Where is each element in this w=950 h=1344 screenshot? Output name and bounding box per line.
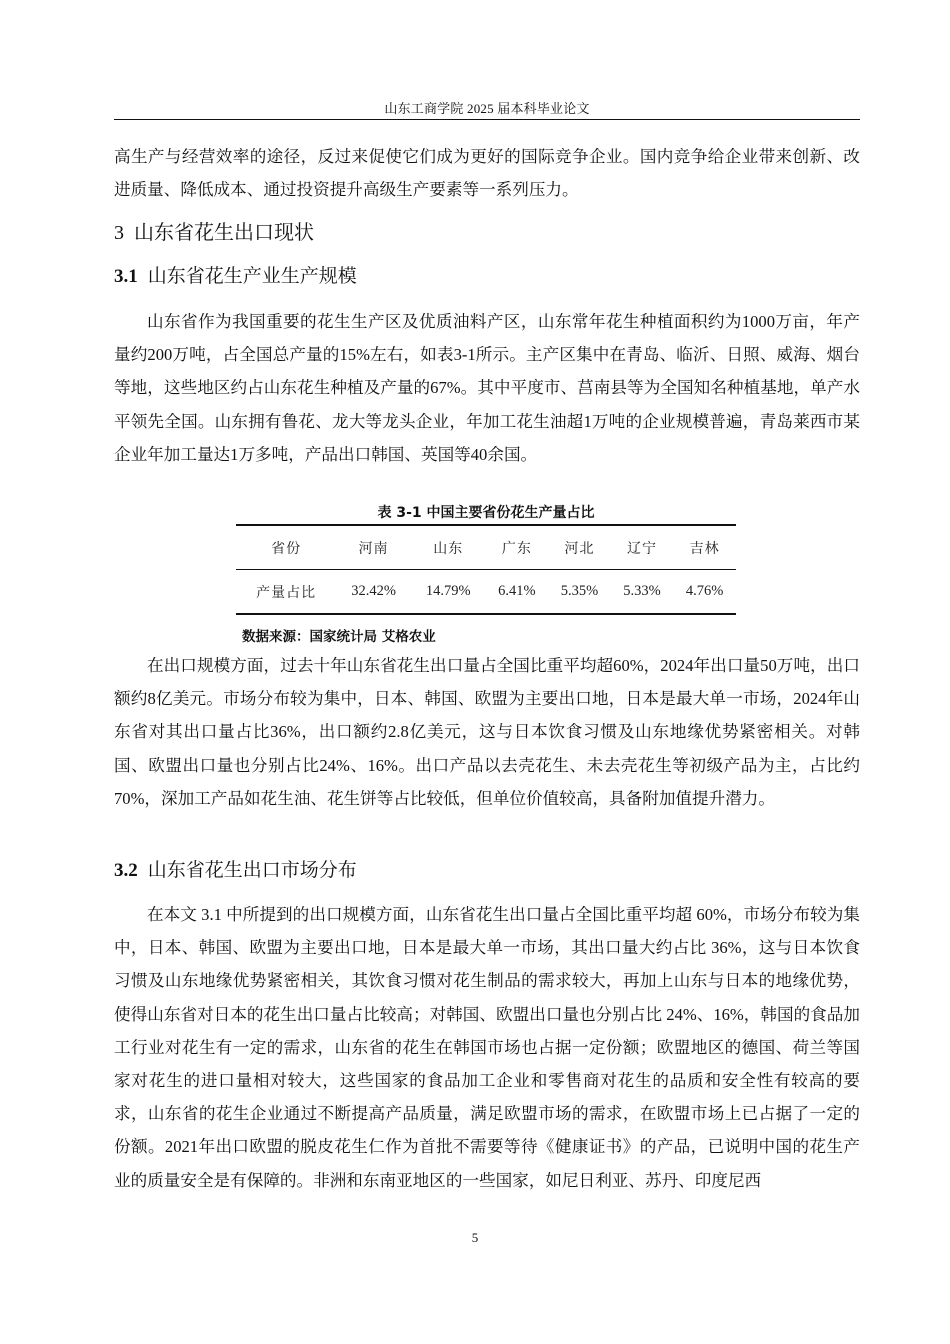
table-cell: 5.35% xyxy=(548,570,611,615)
table-cell: 5.33% xyxy=(611,570,674,615)
table-cell: 4.76% xyxy=(673,570,736,615)
table-source-note: 数据来源：国家统计局 艾格农业 xyxy=(242,629,436,645)
table-header-cell: 河南 xyxy=(336,525,411,570)
table-header-cell: 省份 xyxy=(236,525,336,570)
table-header-cell: 山东 xyxy=(411,525,486,570)
table-header-cell: 吉林 xyxy=(673,525,736,570)
heading-number: 3 xyxy=(114,222,124,244)
heading-section-3 xyxy=(114,216,314,245)
paragraph-continued: 高生产与经营效率的途径，反过来促使它们成为更好的国际竞争企业。国内竞争给企业带来创新、改进质量、降低成本、通过投资提升高级生产要素等一系列压力。 xyxy=(114,147,860,200)
heading-title: 山东省花生产业生产规模 xyxy=(147,265,357,287)
heading-section-3-1 xyxy=(114,261,357,288)
page-number: 5 xyxy=(471,1230,479,1245)
province-share-table xyxy=(236,524,736,615)
heading-number: 3.2 xyxy=(114,860,138,881)
paragraph-market-distribution: 在本文 3.1 中所提到的出口规模方面，山东省花生出口量占全国比重平均超 60%，市场分布较为集中，日本、韩国、欧盟为主要出口地，日本是最大单一市场，其出口量大约占比 36%，这与日本饮食习惯及山东地缘优势紧密相关，其饮食习惯对花生制品的需求较大，再加上山东与日本的地缘优势，使得山东省对日本的花生出口量占比较高；对韩国、欧盟出口量也分别占比 24%、16%，韩国的食品加工行业对花生有一定的需求，山东省的花生在韩国市场也占据一定份额；欧盟地区的德国、荷兰等国家对花生的进口量相对较大，这些国家的食品加工企业和零售商对花生的品质和安全性有较高的要求，山东省的花生企业通过不断提高产品质量，满足欧盟市场的需求，在欧盟市场上已占据了一定的份额。2021年出口欧盟的脱皮花生仁作为首批不需要等待《健康证书》的产品，已说明中国的花生产业的质量安全是有保障的。非洲和东南亚地区的一些国家，如尼日利亚、苏丹、印度尼西 xyxy=(114,905,860,1190)
table-header-cell: 河北 xyxy=(548,525,611,570)
heading-title: 山东省花生出口现状 xyxy=(134,220,314,244)
table-row-label: 产量占比 xyxy=(236,570,336,615)
paragraph-export-scale: 在出口规模方面，过去十年山东省花生出口量占全国比重平均超60%，2024年出口量50万吨，出口额约8亿美元。市场分布较为集中，日本、韩国、欧盟为主要出口地，日本是最大单一市场，2024年山东省对其出口量占比36%，出口额约2.8亿美元，这与日本饮食习惯及山东地缘优势紧密相关。对韩国、欧盟出口量也分别占比24%、16%。出口产品以去壳花生、未去壳花生等初级产品为主，占比约70%，深加工产品如花生油、花生饼等占比较低，但单位价值较高，具备附加值提升潜力。 xyxy=(114,656,860,808)
table-header-cell: 辽宁 xyxy=(611,525,674,570)
table-header-cell: 广东 xyxy=(486,525,549,570)
running-header: 山东工商学院 2025 届本科毕业论文 xyxy=(384,101,590,116)
table-row xyxy=(236,570,736,615)
heading-section-3-2 xyxy=(114,855,357,882)
table-header-row xyxy=(236,525,736,570)
table-cell: 14.79% xyxy=(411,570,486,615)
table-caption: 表 3-1 中国主要省份花生产量占比 xyxy=(377,505,595,521)
header-rule xyxy=(114,119,860,120)
heading-title: 山东省花生出口市场分布 xyxy=(147,859,357,881)
table-cell: 32.42% xyxy=(336,570,411,615)
heading-number: 3.1 xyxy=(114,266,138,287)
paragraph-production-scale: 山东省作为我国重要的花生生产区及优质油料产区，山东常年花生种植面积约为1000万亩，年产量约200万吨，占全国总产量的15%左右，如表3-1所示。主产区集中在青岛、临沂、日照、威海、烟台等地，这些地区约占山东花生种植及产量的67%。其中平度市、莒南县等为全国知名种植基地，单产水平领先全国。山东拥有鲁花、龙大等龙头企业，年加工花生油超1万吨的企业规模普遍，青岛莱西市某企业年加工量达1万多吨，产品出口韩国、英国等40余国。 xyxy=(114,312,860,464)
table-cell: 6.41% xyxy=(486,570,549,615)
